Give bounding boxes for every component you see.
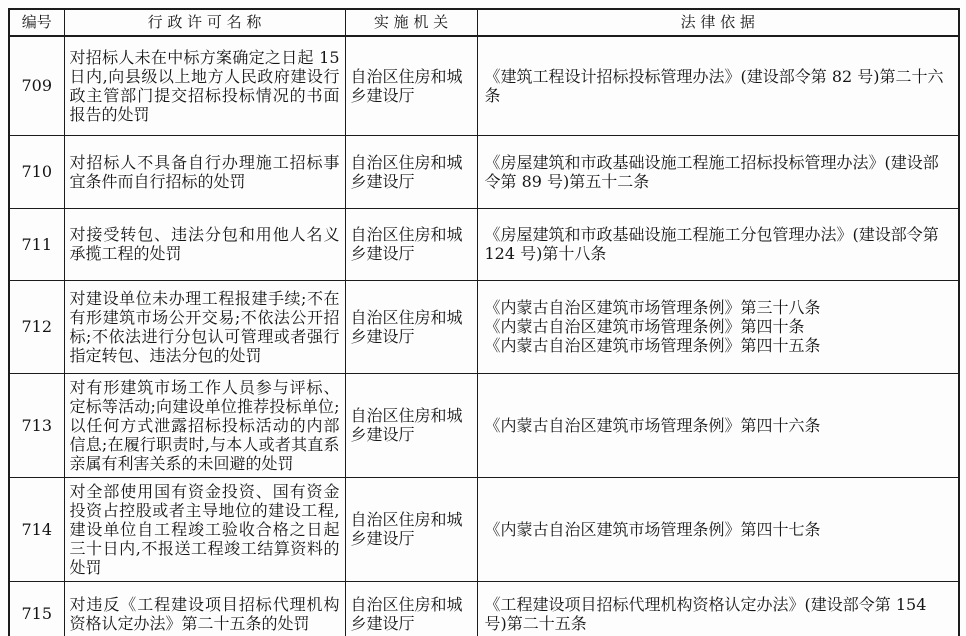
header-legal-basis: 法 律 依 据 [477, 9, 959, 36]
table-row [9, 36, 959, 135]
agency-name: 自治区住房和城乡建设厅 [350, 66, 463, 105]
row-number: 714 [21, 519, 53, 539]
agency-name: 自治区住房和城乡建设厅 [350, 225, 463, 263]
legal-basis-line: 《房屋建筑和市政基础设施工程施工分包管理办法》(建设部令第 124 号)第十八条 [484, 225, 939, 263]
header-permit-name: 行 政 许 可 名 称 [64, 9, 345, 36]
permit-name-cell [64, 36, 345, 135]
row-number-cell [9, 280, 64, 373]
agency-cell [345, 280, 477, 373]
row-number: 710 [21, 162, 53, 181]
permit-name: 对有形建筑市场工作人员参与评标、定标等活动;向建设单位推荐投标单位;以任何方式泄露招标投标活动的内部信息;在履行职责时,与本人或者其直系亲属有利害关系的未回避的处罚 [69, 377, 340, 473]
agency-cell [345, 477, 477, 581]
table-row [9, 581, 959, 636]
row-number-cell [9, 208, 64, 280]
row-number: 711 [21, 234, 53, 254]
legal-basis-cell [477, 135, 959, 208]
table-row [9, 135, 959, 208]
legal-basis-cell [477, 36, 959, 135]
agency-name: 自治区住房和城乡建设厅 [350, 307, 463, 346]
legal-basis-line: 《内蒙古自治区建筑市场管理条例》第四十七条 [484, 519, 821, 539]
permit-name: 对接受转包、违法分包和用他人名义承揽工程的处罚 [69, 225, 340, 263]
agency-cell [345, 135, 477, 208]
legal-basis-line: 《内蒙古自治区建筑市场管理条例》第四十条 [484, 317, 805, 336]
permits-table [8, 8, 960, 636]
table-row [9, 373, 959, 477]
legal-basis-line: 《工程建设项目招标代理机构资格认定办法》(建设部令第 154 号)第二十五条 [484, 594, 927, 633]
legal-basis-cell [477, 581, 959, 636]
permit-name: 对招标人不具备自行办理施工招标事宜条件而自行招标的处罚 [69, 152, 340, 191]
agency-cell [345, 581, 477, 636]
row-number-cell [9, 373, 64, 477]
legal-basis-line: 《内蒙古自治区建筑市场管理条例》第三十八条 [484, 298, 821, 317]
permit-name-cell [64, 280, 345, 373]
agency-name: 自治区住房和城乡建设厅 [350, 406, 463, 444]
legal-basis-line: 《内蒙古自治区建筑市场管理条例》第四十五条 [484, 336, 821, 355]
row-number-cell [9, 135, 64, 208]
agency-name: 自治区住房和城乡建设厅 [350, 152, 463, 191]
row-number-cell [9, 36, 64, 135]
permit-name: 对违反《工程建设项目招标代理机构资格认定办法》第二十五条的处罚 [69, 594, 340, 633]
permit-name-cell [64, 373, 345, 477]
permit-name: 对招标人未在中标方案确定之日起 15 日内,向县级以上地方人民政府建设行政主管部门提交招标投标情况的书面报告的处罚 [69, 47, 340, 124]
legal-basis-cell [477, 373, 959, 477]
header-agency: 实 施 机 关 [345, 9, 477, 36]
table-row [9, 208, 959, 280]
legal-basis-cell [477, 280, 959, 373]
permit-name-cell [64, 581, 345, 636]
row-number-cell [9, 477, 64, 581]
permit-name: 对全部使用国有资金投资、国有资金投资占控股或者主导地位的建设工程,建设单位自工程竣工验收合格之日起三十日内,不报送工程竣工结算资料的处罚 [69, 481, 340, 577]
legal-basis-cell [477, 477, 959, 581]
table-row [9, 280, 959, 373]
legal-basis-line: 《房屋建筑和市政基础设施工程施工招标投标管理办法》(建设部令第 89 号)第五十二条 [484, 152, 939, 191]
row-number-cell [9, 581, 64, 636]
permit-name-cell [64, 477, 345, 581]
legal-basis-cell [477, 208, 959, 280]
agency-cell [345, 36, 477, 135]
agency-name: 自治区住房和城乡建设厅 [350, 510, 463, 548]
agency-cell [345, 208, 477, 280]
agency-cell [345, 373, 477, 477]
row-number: 715 [21, 604, 53, 624]
header-number: 编号 [9, 9, 64, 36]
agency-name: 自治区住房和城乡建设厅 [350, 594, 463, 633]
row-number: 709 [21, 76, 53, 96]
legal-basis-line: 《内蒙古自治区建筑市场管理条例》第四十六条 [484, 415, 821, 435]
row-number: 712 [21, 317, 53, 336]
legal-basis-line: 《建筑工程设计招标投标管理办法》(建设部令第 82 号)第二十六条 [484, 66, 944, 105]
row-number: 713 [21, 415, 53, 435]
header-row [9, 9, 959, 36]
permit-name: 对建设单位未办理工程报建手续;不在有形建筑市场公开交易;不依法公开招标;不依法进行分包认可管理或者强行指定转包、违法分包的处罚 [69, 288, 340, 365]
permit-name-cell [64, 135, 345, 208]
table-row [9, 477, 959, 581]
permit-name-cell [64, 208, 345, 280]
